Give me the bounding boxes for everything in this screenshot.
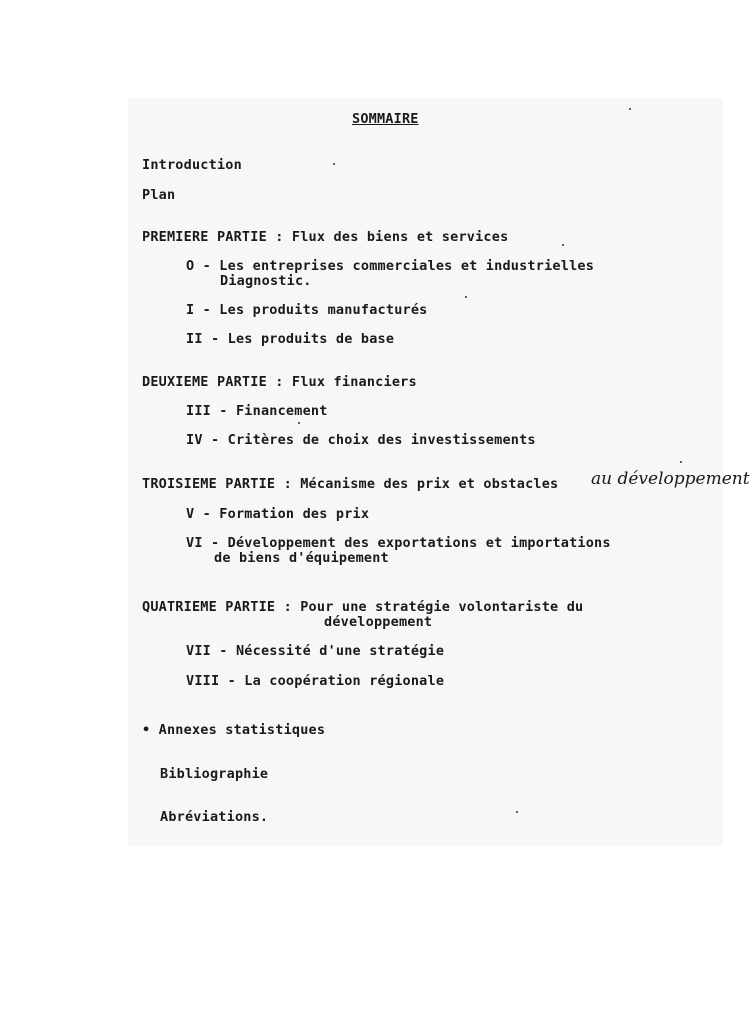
toc-item-IV: IV - Critères de choix des investissements (186, 432, 536, 448)
toc-plan: Plan (142, 187, 176, 203)
toc-item-VII: VII - Nécessité d'une stratégie (186, 643, 445, 659)
toc-bibliographie: Bibliographie (160, 766, 269, 782)
toc-item-VIII: VIII - La coopération régionale (186, 673, 445, 689)
toc-item-V: V - Formation des prix (186, 506, 370, 522)
scan-speck (629, 108, 631, 110)
toc-abreviations: Abréviations. (160, 809, 269, 825)
toc-item-VI-cont: de biens d'équipement (214, 550, 389, 566)
part3-heading: TROISIEME PARTIE : Mécanisme des prix et obstacles (142, 476, 559, 492)
scan-speck (516, 811, 518, 813)
toc-item-II: II - Les produits de base (186, 331, 395, 347)
scan-speck (562, 244, 564, 246)
toc-item-III: III - Financement (186, 403, 328, 419)
toc-introduction: Introduction (142, 157, 242, 173)
scan-speck (298, 422, 300, 424)
part4-heading: QUATRIEME PARTIE : Pour une stratégie volontariste du (142, 599, 584, 615)
part1-heading: PREMIERE PARTIE : Flux des biens et services (142, 229, 509, 245)
scan-speck (680, 461, 682, 463)
toc-item-0-cont: Diagnostic. (220, 273, 312, 289)
toc-item-VI: VI - Développement des exportations et importations (186, 535, 611, 551)
part2-heading: DEUXIEME PARTIE : Flux financiers (142, 374, 417, 390)
scan-speck (333, 163, 335, 165)
toc-annexes: • Annexes statistiques (142, 722, 326, 738)
scan-speck (465, 296, 467, 298)
toc-item-0: O - Les entreprises commerciales et industrielles (186, 258, 595, 274)
document-title: SOMMAIRE (352, 111, 419, 127)
part4-heading-cont: développement (324, 614, 433, 630)
toc-item-I: I - Les produits manufacturés (186, 302, 428, 318)
handwritten-annotation: au développement (591, 469, 750, 489)
